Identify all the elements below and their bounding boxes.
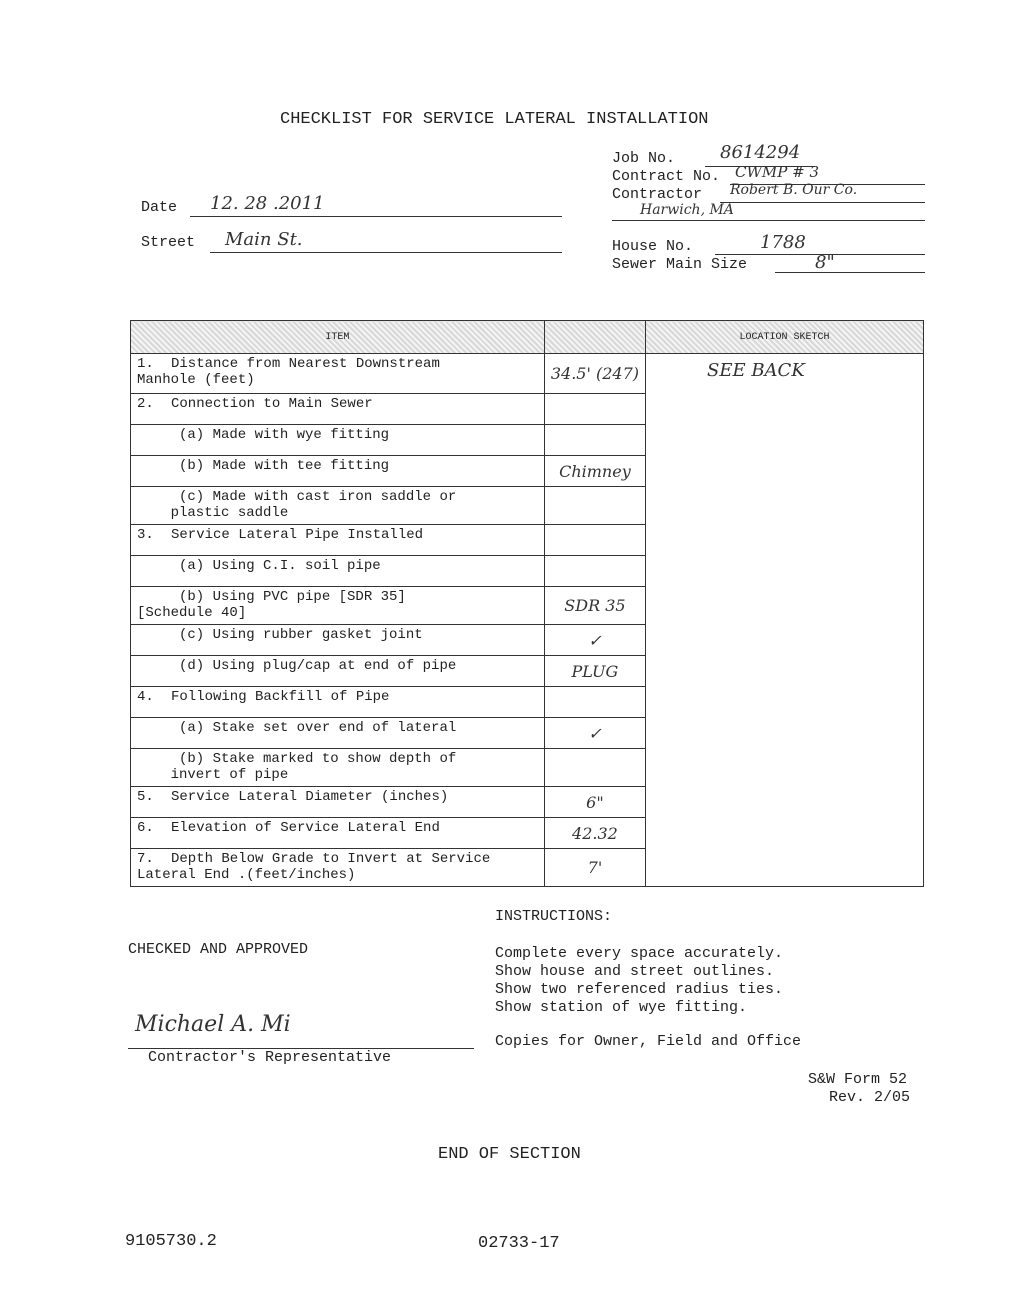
instruction-line: Show house and street outlines. bbox=[495, 963, 775, 980]
item-value: SDR 35 bbox=[544, 587, 645, 625]
item-label: Distance from Nearest Downstream Manhole (feet) bbox=[137, 356, 440, 388]
item-value bbox=[544, 749, 645, 787]
footer-page-number: 02733-17 bbox=[478, 1234, 560, 1253]
item-value: Chimney bbox=[544, 456, 645, 487]
item-number: 1. bbox=[137, 356, 154, 372]
item-label: (a) Made with wye fitting bbox=[179, 427, 390, 443]
item-cell bbox=[131, 525, 545, 556]
item-cell bbox=[131, 718, 545, 749]
item-value bbox=[544, 556, 645, 587]
street-label: Street bbox=[141, 234, 196, 251]
item-cell bbox=[131, 487, 545, 525]
instructions-heading: INSTRUCTIONS: bbox=[495, 908, 613, 925]
signature: Michael A. Mi bbox=[135, 1012, 291, 1037]
job-label: Job No. bbox=[612, 150, 676, 167]
item-cell bbox=[131, 456, 545, 487]
item-value bbox=[544, 425, 645, 456]
item-cell bbox=[131, 849, 545, 887]
item-number: 6. bbox=[137, 820, 154, 836]
item-label: (a) Stake set over end of lateral bbox=[179, 720, 457, 736]
item-number: 5. bbox=[137, 789, 154, 805]
house-value: 1788 bbox=[760, 232, 806, 253]
item-number: 3. bbox=[137, 527, 154, 543]
contractor-label: Contractor bbox=[612, 186, 703, 203]
item-label: (a) Using C.I. soil pipe bbox=[179, 558, 381, 574]
item-value: 42.32 bbox=[544, 818, 645, 849]
column-header-item: ITEM bbox=[131, 321, 545, 354]
item-cell bbox=[131, 556, 545, 587]
contract-value: CWMP # 3 bbox=[735, 163, 819, 181]
item-label: (b) Made with tee fitting bbox=[179, 458, 390, 474]
sewer-main-value: 8" bbox=[815, 252, 835, 273]
item-cell bbox=[131, 354, 545, 394]
item-label: (c) Made with cast iron saddle or plastic saddle bbox=[170, 489, 457, 521]
instruction-line: Complete every space accurately. bbox=[495, 945, 784, 962]
item-label: Service Lateral Diameter (inches) bbox=[171, 789, 449, 805]
street-value: Main St. bbox=[225, 229, 303, 250]
page-title: CHECKLIST FOR SERVICE LATERAL INSTALLATION bbox=[280, 110, 709, 129]
contractor-value-2: Harwich, MA bbox=[640, 202, 734, 218]
item-value bbox=[544, 525, 645, 556]
table-row bbox=[131, 354, 924, 394]
item-value: PLUG bbox=[544, 656, 645, 687]
item-cell bbox=[131, 425, 545, 456]
item-label: Depth Below Grade to Invert at Service Lateral End .(feet/inches) bbox=[137, 851, 491, 883]
item-label: Service Lateral Pipe Installed bbox=[171, 527, 424, 543]
contractor-rep-label: Contractor's Representative bbox=[148, 1049, 392, 1066]
house-label: House No. bbox=[612, 238, 694, 255]
contractor-value: Robert B. Our Co. bbox=[730, 182, 858, 198]
item-label: (c) Using rubber gasket joint bbox=[179, 627, 423, 643]
sewer-main-label: Sewer Main Size bbox=[612, 256, 748, 273]
date-label: Date bbox=[141, 199, 178, 216]
checklist-table bbox=[130, 320, 924, 887]
item-value bbox=[544, 394, 645, 425]
item-label: Connection to Main Sewer bbox=[171, 396, 373, 412]
item-label: Following Backfill of Pipe bbox=[171, 689, 390, 705]
form-rev: Rev. 2/05 bbox=[829, 1089, 911, 1106]
date-value: 12. 28 .2011 bbox=[210, 193, 325, 214]
item-cell bbox=[131, 687, 545, 718]
item-cell bbox=[131, 587, 545, 625]
item-value: 34.5' (247) bbox=[544, 354, 645, 394]
column-header-value bbox=[544, 321, 645, 354]
checked-approved: CHECKED AND APPROVED bbox=[128, 941, 309, 958]
item-number: 7. bbox=[137, 851, 154, 867]
item-label: Elevation of Service Lateral End bbox=[171, 820, 440, 836]
item-cell bbox=[131, 625, 545, 656]
item-cell bbox=[131, 749, 545, 787]
item-value bbox=[544, 687, 645, 718]
item-value: 6" bbox=[544, 787, 645, 818]
instruction-line: Show station of wye fitting. bbox=[495, 999, 748, 1016]
item-value: 7' bbox=[544, 849, 645, 887]
location-sketch-cell bbox=[646, 354, 924, 887]
item-value bbox=[544, 487, 645, 525]
item-number: 2. bbox=[137, 396, 154, 412]
item-label: (b) Stake marked to show depth of invert of pipe bbox=[170, 751, 457, 783]
item-label: (d) Using plug/cap at end of pipe bbox=[179, 658, 457, 674]
item-label: (b) Using PVC pipe [SDR 35] [Schedule 40] bbox=[137, 589, 406, 621]
item-value: ✓ bbox=[544, 718, 645, 749]
item-cell bbox=[131, 394, 545, 425]
item-cell bbox=[131, 787, 545, 818]
footer-doc-number: 9105730.2 bbox=[125, 1232, 217, 1251]
copies-note: Copies for Owner, Field and Office bbox=[495, 1033, 802, 1050]
form-name: S&W Form 52 bbox=[808, 1071, 908, 1088]
column-header-location: LOCATION SKETCH bbox=[646, 321, 924, 354]
job-value: 8614294 bbox=[720, 142, 801, 163]
end-of-section: END OF SECTION bbox=[438, 1145, 581, 1164]
item-cell bbox=[131, 656, 545, 687]
location-sketch-note: SEE BACK bbox=[707, 360, 805, 381]
item-number: 4. bbox=[137, 689, 154, 705]
item-cell bbox=[131, 818, 545, 849]
item-value: ✓ bbox=[544, 625, 645, 656]
instruction-line: Show two referenced radius ties. bbox=[495, 981, 784, 998]
contract-label: Contract No. bbox=[612, 168, 721, 185]
